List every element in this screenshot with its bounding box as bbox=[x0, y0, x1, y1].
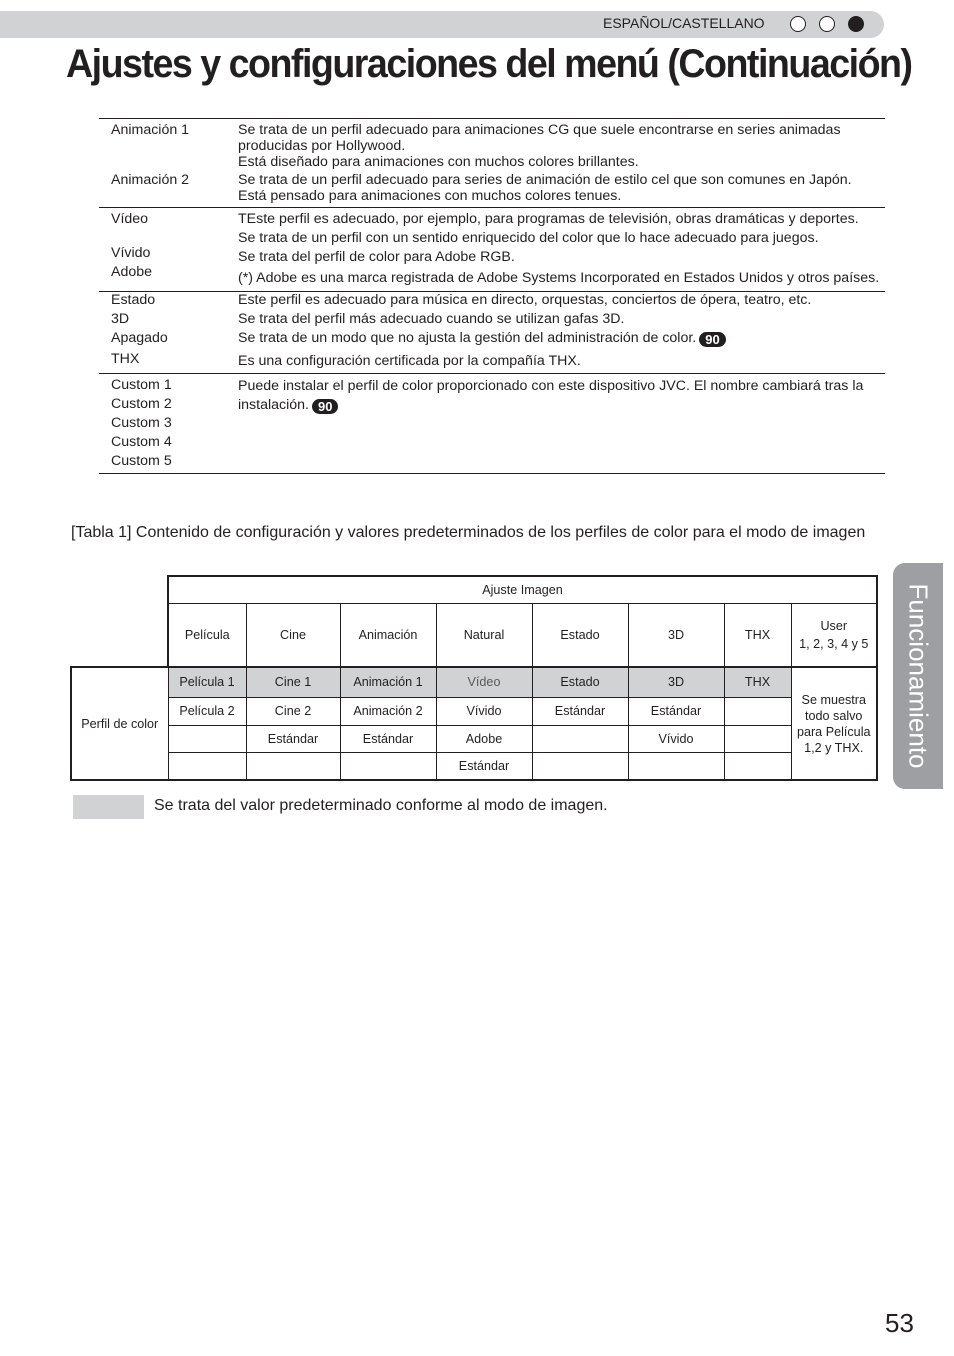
table-cell: Animación 2 bbox=[340, 697, 436, 725]
user-note-cell: Se muestra todo salvo para Película 1,2 y THX. bbox=[791, 667, 877, 780]
profile-name: Animación 1 bbox=[111, 122, 190, 138]
profile-name: Animación 2 bbox=[111, 172, 190, 188]
profile-name: Vídeo bbox=[111, 211, 149, 227]
table-cell-default: THX bbox=[724, 667, 791, 697]
profile-description: Se trata del perfil de color para Adobe RGB. bbox=[238, 249, 515, 265]
profile-description: (*) Adobe es una marca registrada de Adobe Systems Incorporated en Estados Unidos y otros países. bbox=[238, 270, 880, 286]
table-cell bbox=[168, 725, 246, 752]
table-row bbox=[71, 697, 877, 725]
table-cell: Adobe bbox=[436, 725, 532, 752]
column-header: Cine bbox=[246, 603, 340, 667]
row-label: Perfil de color bbox=[71, 667, 168, 780]
profile-description: TEste perfil es adecuado, por ejemplo, para programas de televisión, obras dramáticas y deportes. bbox=[238, 211, 859, 227]
column-header: Estado bbox=[532, 603, 628, 667]
profile-description: Puede instalar el perfil de color proporcionado con este dispositivo JVC. El nombre cambiará tras la instalación. 90 bbox=[238, 378, 864, 414]
table-row bbox=[71, 725, 877, 752]
table-cell bbox=[724, 752, 791, 780]
table-cell: Estándar bbox=[340, 725, 436, 752]
profile-name: 3D bbox=[111, 311, 130, 327]
profile-name: Adobe bbox=[111, 264, 153, 280]
table-cell: Estándar bbox=[628, 697, 724, 725]
table-cell bbox=[628, 752, 724, 780]
table-cell bbox=[168, 752, 246, 780]
column-header: Natural bbox=[436, 603, 532, 667]
profile-name: THX bbox=[111, 351, 140, 367]
table-cell-default: Estado bbox=[532, 667, 628, 697]
table-cell bbox=[532, 752, 628, 780]
page-title: Ajustes y configuraciones del menú (Continuación) bbox=[66, 42, 912, 86]
profile-descriptions bbox=[99, 118, 885, 474]
table-cell: Película 2 bbox=[168, 697, 246, 725]
page-reference-badge[interactable]: 90 bbox=[312, 399, 338, 414]
language-indicator-3-active bbox=[848, 16, 864, 32]
legend-swatch bbox=[73, 795, 144, 819]
profile-name: Estado bbox=[111, 292, 156, 308]
table-cell bbox=[724, 697, 791, 725]
profile-description: Se trata de un modo que no ajusta la gestión del administración de color. 90 bbox=[238, 330, 885, 347]
profile-description: Es una configuración certificada por la compañía THX. bbox=[238, 353, 581, 369]
table-caption: [Tabla 1] Contenido de configuración y valores predeterminados de los perfiles de color para el modo de imagen bbox=[71, 524, 866, 541]
profile-group bbox=[99, 292, 885, 374]
profile-group bbox=[99, 119, 885, 208]
table-row bbox=[71, 752, 877, 780]
profile-group bbox=[99, 208, 885, 292]
table-cell bbox=[246, 752, 340, 780]
table-cell: Cine 2 bbox=[246, 697, 340, 725]
table-cell bbox=[532, 725, 628, 752]
column-header: 3D bbox=[628, 603, 724, 667]
column-header: Animación bbox=[340, 603, 436, 667]
profile-name: Custom 1 bbox=[111, 377, 172, 393]
table-cell: Estándar bbox=[532, 697, 628, 725]
profile-name: Vívido bbox=[111, 245, 151, 261]
color-profile-table bbox=[70, 575, 878, 781]
profile-description: Se trata de un perfil adecuado para animaciones CG que suele encontrarse en series animadas producidas por Hollywood. bbox=[238, 122, 841, 154]
table-cell bbox=[724, 725, 791, 752]
column-header: THX bbox=[724, 603, 791, 667]
profile-name: Custom 5 bbox=[111, 453, 172, 469]
table-cell: Estándar bbox=[436, 752, 532, 780]
profile-description: Se trata de un perfil con un sentido enriquecido del color que lo hace adecuado para juegos. bbox=[238, 230, 819, 246]
profile-name: Custom 2 bbox=[111, 396, 172, 412]
column-header: User 1, 2, 3, 4 y 5 bbox=[791, 603, 877, 667]
table-cell: Vívido bbox=[436, 697, 532, 725]
profile-description: Este perfil es adecuado para música en directo, orquestas, conciertos de ópera, teatro, etc. bbox=[238, 292, 812, 308]
table-cell bbox=[340, 752, 436, 780]
legend-text: Se trata del valor predeterminado conforme al modo de imagen. bbox=[154, 797, 608, 814]
side-tab bbox=[893, 563, 943, 789]
language-indicator-2 bbox=[819, 16, 835, 32]
language-label: ESPAÑOL/CASTELLANO bbox=[603, 15, 765, 31]
table-cell-default: Cine 1 bbox=[246, 667, 340, 697]
table-row bbox=[71, 667, 877, 697]
profile-description: Se trata del perfil más adecuado cuando se utilizan gafas 3D. bbox=[238, 311, 625, 327]
profile-group bbox=[99, 374, 885, 474]
page-number: 53 bbox=[885, 1308, 914, 1338]
side-tab-label: Funcionamiento bbox=[903, 583, 934, 769]
page-reference-badge[interactable]: 90 bbox=[699, 332, 725, 347]
profile-name: Custom 3 bbox=[111, 415, 172, 431]
table-cell: Estándar bbox=[246, 725, 340, 752]
profile-description: Está pensado para animaciones con muchos colores tenues. bbox=[238, 188, 622, 204]
language-indicator-1 bbox=[790, 16, 806, 32]
profile-name: Custom 4 bbox=[111, 434, 172, 450]
column-header: Película bbox=[168, 603, 246, 667]
table-cell: Vívido bbox=[628, 725, 724, 752]
table-cell-default: Animación 1 bbox=[340, 667, 436, 697]
profile-name: Apagado bbox=[111, 330, 168, 346]
profile-description: Está diseñado para animaciones con muchos colores brillantes. bbox=[238, 154, 639, 170]
table-cell-default: 3D bbox=[628, 667, 724, 697]
profile-description: Se trata de un perfil adecuado para series de animación de estilo cel que son comunes en Japón. bbox=[238, 172, 852, 188]
table-cell-default: Vídeo bbox=[436, 667, 532, 697]
table-cell-default: Película 1 bbox=[168, 667, 246, 697]
table-group-header: Ajuste Imagen bbox=[168, 576, 877, 603]
